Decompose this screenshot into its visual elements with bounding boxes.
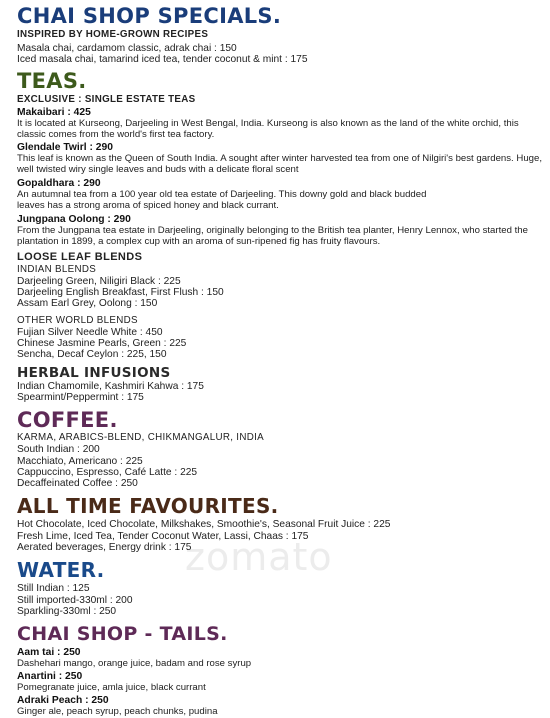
menu-line: Sparkling-330ml : 250 — [17, 605, 117, 617]
herbal-infusions-label: HERBAL INFUSIONS — [17, 364, 171, 381]
tea-item-name: Makaibari : 425 — [17, 106, 91, 118]
coffee-subtitle: KARMA, ARABICS-BLEND, CHIKMANGALUR, INDIA — [17, 432, 264, 444]
cocktail-name: Aam tai : 250 — [17, 647, 81, 659]
menu-line: Darjeeling Green, Niligiri Black : 225 — [17, 275, 181, 287]
coffee-section — [17, 410, 542, 489]
chai-specials-title: CHAI SHOP SPECIALS. — [17, 4, 282, 28]
menu-line: Hot Chocolate, Iced Chocolate, Milkshakes, Smoothie's, Seasonal Fruit Juice : 225 — [17, 519, 391, 531]
cocktail-name: Anartini : 250 — [17, 671, 83, 683]
coffee-title: COFFEE. — [17, 408, 118, 433]
cocktail-desc: Pomegranate juice, amla juice, black currant — [17, 682, 206, 694]
other-world-blends-label: OTHER WORLD BLENDS — [17, 314, 138, 326]
menu-line: Aerated beverages, Energy drink : 175 — [17, 542, 192, 553]
cocktail-desc: Dashehari mango, orange juice, badam and rose syrup — [17, 658, 252, 670]
favourites-section — [17, 496, 542, 553]
tea-item-desc: It is located at Kurseong, Darjeeling in West Bengal, India. Kurseong is also known as the land of the white orchid, this classic comes from the world's first tea factory. — [17, 117, 519, 140]
tea-item-desc: This leaf is known as the Queen of South India. A sought after winter harvested tea from one of Nilgiri's best gardens. Huge, well twisted wiry single leaves and buds with a delicate floral scent — [17, 153, 542, 176]
indian-blends-label: INDIAN BLENDS — [17, 263, 97, 275]
menu-line: South Indian : 200 — [17, 444, 100, 456]
teas-title: TEAS. — [17, 68, 87, 93]
menu-line: Indian Chamomile, Kashmiri Kahwa : 175 — [17, 380, 204, 392]
tails-title: CHAI SHOP - TAILS. — [17, 623, 228, 646]
menu-line: Chinese Jasmine Pearls, Green : 225 — [17, 338, 187, 350]
tea-item-desc: An autumnal tea from a 100 year old tea estate of Darjeeling. This downy gold and black budded leaves has a strong aroma of spiced honey and black currant. — [17, 189, 427, 212]
teas-section — [17, 68, 542, 404]
menu-line: Spearmint/Peppermint : 175 — [17, 391, 144, 403]
tea-item-name: Glendale Twirl : 290 — [17, 142, 113, 154]
tea-item-desc: From the Jungpana tea estate in Darjeeling, originally belonging to the British tea planter, Henry Lennox, who started the plantation in 1899, a complex cup with an aroma of sun-ripened fig has fruity flavours. — [17, 225, 528, 247]
chai-specials-subtitle: INSPIRED BY HOME-GROWN RECIPES — [17, 29, 209, 40]
menu-line: Still Indian : 125 — [17, 583, 90, 595]
tails-section — [17, 625, 542, 718]
cocktail-name: Adraki Peach : 250 — [17, 695, 109, 706]
zomato-watermark: zomato — [185, 535, 333, 579]
menu-line: Fresh Lime, Iced Tea, Tender Coconut Water, Lassi, Chaas : 175 — [17, 530, 309, 542]
favourites-title: ALL TIME FAVOURITES. — [17, 494, 279, 519]
water-section — [17, 560, 542, 617]
menu-line: Sencha, Decaf Ceylon : 225, 150 — [17, 349, 167, 361]
tea-item-name: Gopaldhara : 290 — [17, 178, 101, 190]
menu-line: Still imported-330ml : 200 — [17, 594, 133, 606]
menu-line: Decaffeinated Coffee : 250 — [17, 478, 138, 490]
chai-specials-section — [17, 6, 542, 66]
water-title: WATER. — [17, 558, 105, 583]
cocktail-desc: Ginger ale, peach syrup, peach chunks, pudina — [17, 706, 218, 717]
menu-line: Fujian Silver Needle White : 450 — [17, 326, 163, 338]
menu-line: Macchiato, Americano : 225 — [17, 455, 143, 467]
menu-page — [17, 6, 542, 718]
menu-line: Assam Earl Grey, Oolong : 150 — [17, 298, 158, 310]
menu-line: Cappuccino, Espresso, Café Latte : 225 — [17, 466, 198, 478]
teas-subtitle: EXCLUSIVE : SINGLE ESTATE TEAS — [17, 93, 196, 105]
menu-line: Masala chai, cardamom classic, adrak chai : 150 — [17, 43, 237, 54]
tea-item-name: Jungpana Oolong : 290 — [17, 214, 131, 226]
menu-line: Darjeeling English Breakfast, First Flush : 150 — [17, 287, 224, 299]
loose-leaf-label: LOOSE LEAF BLENDS — [17, 250, 143, 263]
menu-line: Iced masala chai, tamarind iced tea, tender coconut & mint : 175 — [17, 54, 308, 66]
